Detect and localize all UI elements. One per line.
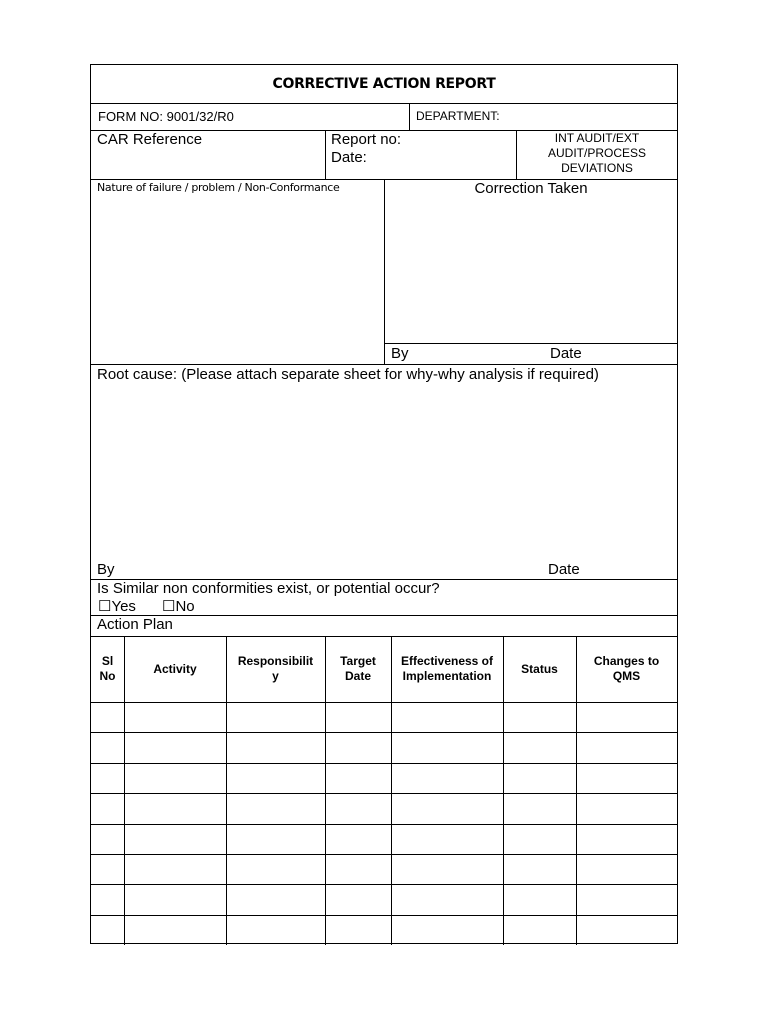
correction-date-label: Date [550, 345, 582, 362]
source-line-2: AUDIT/PROCESS [547, 146, 646, 160]
nature-of-failure-label: Nature of failure / problem / Non-Conformance [97, 181, 340, 194]
report-date-field[interactable]: Date: [331, 149, 367, 166]
divider [409, 103, 410, 130]
corrective-action-form [90, 64, 678, 944]
action-plan-table [91, 636, 677, 945]
table-row[interactable] [91, 702, 677, 732]
root-cause-date-label: Date [548, 561, 580, 578]
header-effectiveness: Effectiveness of Implementation [400, 654, 494, 683]
car-reference-field[interactable]: CAR Reference [97, 131, 203, 148]
table-row[interactable] [91, 854, 677, 884]
root-cause-by-label: By [97, 561, 115, 578]
source-line-3: DEVIATIONS [561, 161, 633, 175]
root-cause-label: Root cause: (Please attach separate sheet for why-why analysis if required) [97, 366, 599, 383]
divider [91, 103, 677, 104]
header-sl-no: Sl No [99, 654, 116, 683]
source-line-1: INT AUDIT/EXT [554, 131, 640, 145]
no-checkbox[interactable]: ☐No [162, 598, 195, 615]
divider [384, 179, 385, 364]
divider [325, 130, 326, 179]
header-changes-to-qms: Changes to QMS [593, 654, 660, 683]
divider [91, 615, 677, 616]
table-row[interactable] [91, 732, 677, 762]
divider [384, 343, 677, 344]
correction-taken-label: Correction Taken [474, 180, 588, 197]
table-row[interactable] [91, 915, 677, 945]
table-row[interactable] [91, 884, 677, 914]
report-number-field[interactable]: Report no: [331, 131, 402, 148]
table-row[interactable] [91, 793, 677, 823]
similar-nc-question: Is Similar non conformities exist, or potential occur? [97, 580, 440, 597]
form-number: FORM NO: 9001/32/R0 [98, 109, 234, 124]
header-target-date: Target Date [340, 654, 376, 683]
yes-checkbox[interactable]: ☐Yes [98, 598, 136, 615]
table-row[interactable] [91, 763, 677, 793]
divider [91, 364, 677, 365]
report-source-label [517, 131, 677, 176]
header-responsibility: Responsibilit y [237, 654, 314, 683]
action-plan-label: Action Plan [97, 616, 173, 633]
header-status: Status [521, 661, 558, 676]
table-row[interactable] [91, 824, 677, 854]
header-activity: Activity [153, 661, 197, 676]
correction-by-label: By [391, 345, 409, 362]
department-field[interactable]: DEPARTMENT: [416, 109, 500, 123]
form-title: CORRECTIVE ACTION REPORT [272, 76, 496, 92]
